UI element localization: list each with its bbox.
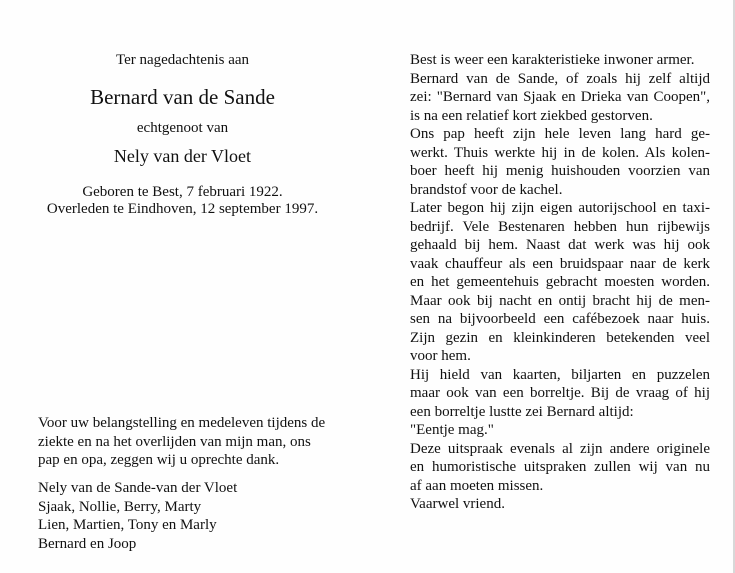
text-line: Bernard van de Sande, of zoals hij zelf altijd [410, 70, 710, 87]
intro-text: Ter nagedachtenis aan [115, 52, 250, 68]
text-line: af aan moeten missen. [410, 477, 544, 494]
text-line: gehaald bij hem. Naast dat werk was hij ook [410, 237, 710, 253]
text-line: Later begon hij zijn eigen autorijschool en taxi- [410, 200, 710, 216]
text-line: bedrijf. Vele Bestenaren hebben hun rijbewijs [410, 218, 710, 235]
thanks-paragraph [38, 414, 338, 470]
text-line: vaak chauffeur als een bruidspaar naar de kerk [410, 255, 710, 272]
text-line: en humoristische uitspraken zullen wij van nu [410, 459, 710, 475]
text-line: sen na bijvoorbeeld een cafébezoek naar huis. [410, 311, 710, 327]
text-line: Zijn gezin en kleinkinderen betekenden veel [410, 329, 710, 346]
birth-line: Geboren te Best, 7 februari 1922. [82, 184, 283, 200]
thanks-line: pap en opa, zeggen wij u oprechte dank. [38, 452, 280, 468]
thanks-line: ziekte en na het overlijden van mijn man, ons [38, 433, 311, 450]
spouse-intro: echtgenoot van [136, 120, 229, 136]
family-signatures [38, 479, 338, 553]
text-line: werkt. Thuis werkte hij in de kolen. Als kolen- [410, 144, 710, 161]
text-line: boer heeft hij menig huishouden voorzien van [410, 163, 710, 179]
text-line: een borreltje lustte zei Bernard altijd: [410, 403, 634, 420]
text-line: is na een relatief kort ziekbed gestorven. [410, 107, 653, 124]
death-line: Overleden te Eindhoven, 12 september 1997. [46, 201, 319, 217]
text-line: en het gemeentehuis gebracht moesten worden. [410, 274, 710, 290]
text-line: maar ook van een borreltje. Bij de vraag of hij [410, 385, 710, 401]
family-line: Sjaak, Nollie, Berry, Marty [38, 498, 202, 515]
text-line: Deze uitspraak evenals al zijn andere originele [410, 440, 710, 457]
family-line: Nely van de Sande-van der Vloet [38, 480, 238, 496]
text-line: voor hem. [410, 348, 471, 364]
text-line: Hij hield van kaarten, biljarten en puzzelen [410, 366, 710, 383]
memorial-text [410, 51, 710, 514]
family-line: Lien, Martien, Tony en Marly [38, 517, 217, 533]
text-line: "Eentje mag." [410, 422, 494, 438]
text-line: Vaarwel vriend. [410, 496, 505, 512]
text-line: Maar ook bij nacht en ontij bracht hij de men- [410, 292, 710, 309]
life-dates [30, 184, 335, 218]
text-line: zei: "Bernard van Sjaak en Drieka van Coopen", [410, 89, 710, 105]
memorial-header [30, 52, 335, 218]
spouse-name: Nely van der Vloet [113, 146, 252, 166]
family-line: Bernard en Joop [38, 535, 137, 552]
text-line: Best is weer een karakteristieke inwoner armer. [410, 52, 695, 68]
deceased-name: Bernard van de Sande [90, 85, 275, 109]
thanks-line: Voor uw belangstelling en medeleven tijdens de [38, 415, 326, 431]
text-line: brandstof voor de kachel. [410, 181, 563, 198]
text-line: Ons pap heeft zijn hele leven lang hard ge- [410, 126, 710, 142]
